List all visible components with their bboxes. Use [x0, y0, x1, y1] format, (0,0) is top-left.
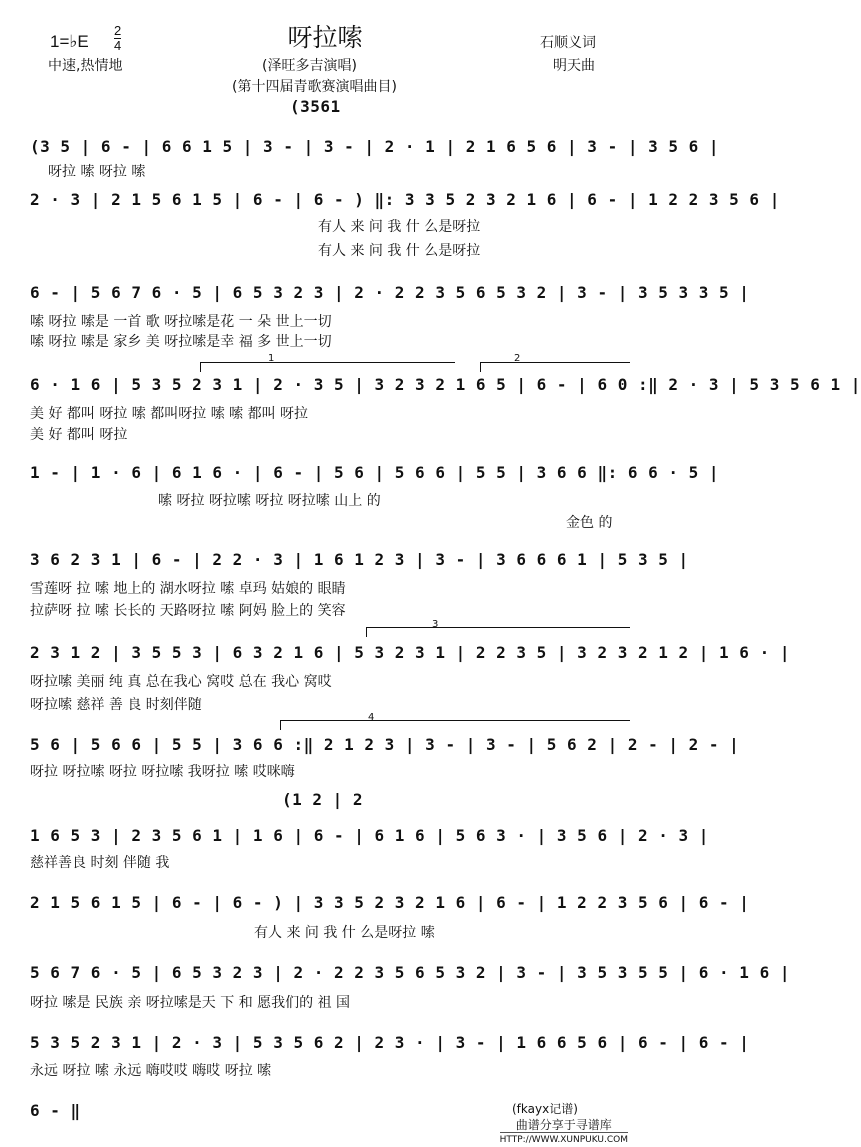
lyric-line-3a: 嗦 呀拉 嗦是 一首 歌 呀拉嗦是花 一 朵 世上一切	[30, 314, 332, 330]
watermark-url: HTTP://WWW.XUNPUKU.COM	[500, 1132, 628, 1147]
volta-bracket-1	[200, 362, 455, 363]
volta-bracket-2	[480, 362, 630, 363]
lyric-line-10: 有人 来 问 我 什 么是呀拉 嗦	[254, 925, 435, 941]
score-line-11: 5 6 7 6 · 5 | 6 5 3 2 3 | 2 · 2 2 3 5 6 5 3 2 | 3 - | 3 5 3 5 5 | 6 · 1 6 |	[30, 963, 790, 982]
lyric-line-1: 呀拉 嗦 呀拉 嗦	[48, 164, 146, 180]
song-title: 呀拉嗦	[287, 23, 363, 52]
lyric-line-5b: 金色 的	[566, 515, 613, 531]
lyric-line-12: 永远 呀拉 嗦 永远 嗨哎哎 嗨哎 呀拉 嗦	[30, 1063, 272, 1079]
meter-bottom: 4	[114, 38, 122, 53]
lyric-line-7b: 呀拉嗦 慈祥 善 良 时刻伴随	[30, 697, 202, 713]
score-line-2: 2 · 3 | 2 1 5 6 1 5 | 6 - | 6 - ) ‖: 3 3 5 2 3 2 1 6 | 6 - | 1 2 2 3 5 6 |	[30, 190, 780, 209]
lyric-line-7a: 呀拉嗦 美丽 纯 真 总在我心 窝哎 总在 我心 窝哎	[30, 674, 332, 690]
transcriber-credit: (fkayx记谱)	[512, 1102, 578, 1116]
lyric-line-5a: 嗦 呀拉 呀拉嗦 呀拉 呀拉嗦 山上 的	[158, 493, 381, 509]
pickup-notes: (3561	[290, 97, 341, 116]
score-line-1: (3 5 | 6 - | 6 6 1 5 | 3 - | 3 - | 2 · 1 | 2 1 6 5 6 | 3 - | 3 5 6 |	[30, 137, 720, 156]
meter-top: 2	[114, 23, 122, 38]
watermark	[500, 1118, 628, 1147]
lyric-line-4a: 美 好 都叫 呀拉 嗦 都叫呀拉 嗦 嗦 都叫 呀拉	[30, 406, 309, 422]
score-line-3: 6 - | 5 6 7 6 · 5 | 6 5 3 2 3 | 2 · 2 2 3 5 6 5 3 2 | 3 - | 3 5 3 3 5 |	[30, 283, 750, 302]
volta-label-2: 2	[514, 353, 521, 364]
volta-label-3: 3	[432, 619, 439, 630]
composer: 明天曲	[553, 58, 595, 74]
volta-bracket-1-hook	[200, 362, 201, 372]
score-line-8: 5 6 | 5 6 6 | 5 5 | 3 6 6 :‖ 2 1 2 3 | 3 - | 3 - | 5 6 2 | 2 - | 2 - |	[30, 735, 740, 754]
score-line-9: 1 6 5 3 | 2 3 5 6 1 | 1 6 | 6 - | 6 1 6 | 5 6 3 · | 3 5 6 | 2 · 3 |	[30, 826, 709, 845]
lyric-line-3b: 嗦 呀拉 嗦是 家乡 美 呀拉嗦是幸 福 多 世上一切	[30, 334, 332, 350]
lyric-line-9: 慈祥善良 时刻 伴随 我	[30, 855, 170, 871]
lyric-line-2a: 有人 来 问 我 什 么是呀拉	[318, 219, 481, 235]
tempo-marking: 中速,热情地	[48, 58, 123, 74]
lyric-line-8: 呀拉 呀拉嗦 呀拉 呀拉嗦 我呀拉 嗦 哎咪嗨	[30, 764, 295, 780]
lyric-line-4b: 美 好 都叫 呀拉	[30, 427, 128, 443]
lyric-line-11: 呀拉 嗦是 民族 亲 呀拉嗦是天 下 和 愿我们的 祖 国	[30, 995, 351, 1011]
key-signature: 1=♭E	[50, 32, 89, 51]
volta-label-1: 1	[268, 353, 275, 364]
score-line-13: 6 - ‖	[30, 1101, 81, 1120]
ossia-notes: (1 2 | 2	[282, 790, 364, 809]
volta-bracket-4	[280, 720, 630, 721]
volta-bracket-3-hook	[366, 627, 367, 637]
lyric-line-2b: 有人 来 问 我 什 么是呀拉	[318, 243, 481, 259]
performer: (泽旺多吉演唱)	[262, 58, 357, 74]
score-line-10: 2 1 5 6 1 5 | 6 - | 6 - ) | 3 3 5 2 3 2 1 6 | 6 - | 1 2 2 3 5 6 | 6 - |	[30, 893, 750, 912]
score-line-7: 2 3 1 2 | 3 5 5 3 | 6 3 2 1 6 | 5 3 2 3 1 | 2 2 3 5 | 3 2 3 2 1 2 | 1 6 · |	[30, 643, 790, 662]
score-line-6: 3 6 2 3 1 | 6 - | 2 2 · 3 | 1 6 1 2 3 | 3 - | 3 6 6 6 1 | 5 3 5 |	[30, 550, 689, 569]
score-line-4: 6 · 1 6 | 5 3 5 2 3 1 | 2 · 3 5 | 3 2 3 2 1 6 5 | 6 - | 6 0 :‖ 2 · 3 | 5 3 5 6 1 |	[30, 375, 861, 394]
event-note: (第十四届青歌赛演唱曲目)	[232, 79, 397, 95]
lyricist: 石顺义词	[540, 35, 596, 51]
volta-bracket-3	[366, 627, 630, 628]
volta-label-4: 4	[368, 712, 375, 723]
score-line-12: 5 3 5 2 3 1 | 2 · 3 | 5 3 5 6 2 | 2 3 · | 3 - | 1 6 6 5 6 | 6 - | 6 - |	[30, 1033, 750, 1052]
lyric-line-6b: 拉萨呀 拉 嗦 长长的 天路呀拉 嗦 阿妈 脸上的 笑容	[30, 603, 346, 619]
volta-bracket-4-hook	[280, 720, 281, 730]
lyric-line-6a: 雪莲呀 拉 嗦 地上的 湖水呀拉 嗦 卓玛 姑娘的 眼睛	[30, 581, 346, 597]
score-line-5: 1 - | 1 · 6 | 6 1 6 · | 6 - | 5 6 | 5 6 6 | 5 5 | 3 6 6 ‖: 6 6 · 5 |	[30, 463, 720, 482]
volta-bracket-2-hook	[480, 362, 481, 372]
watermark-text: 曲谱分享于寻谱库	[515, 1118, 612, 1132]
